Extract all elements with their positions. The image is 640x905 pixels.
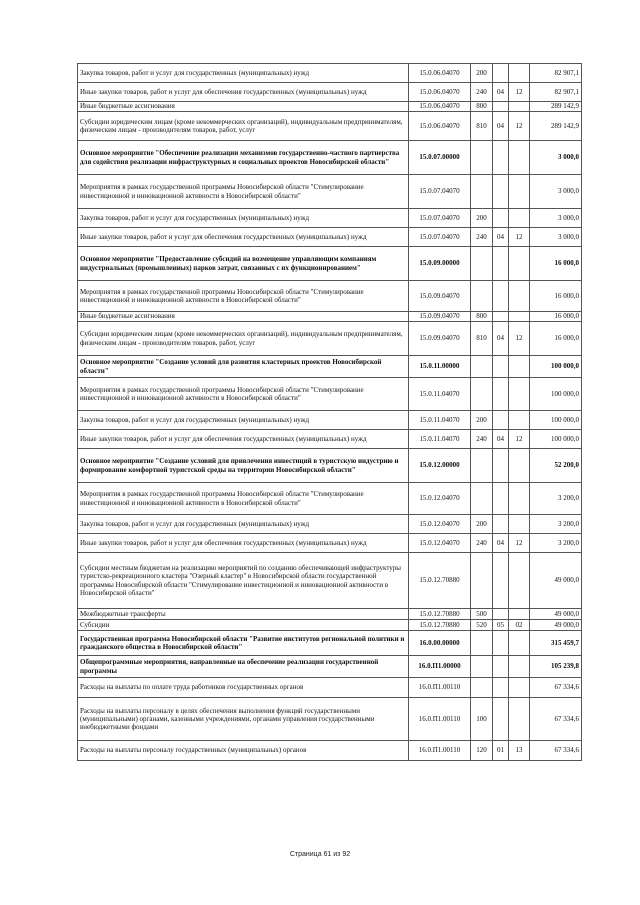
- table-row: [78, 553, 582, 609]
- cell-rz: [493, 378, 509, 411]
- cell-vr: [471, 631, 493, 656]
- cell-sum: 16 000,0: [530, 281, 582, 312]
- cell-pr: [509, 356, 530, 378]
- cell-sum: 289 142,9: [530, 112, 582, 141]
- cell-sum: 52 200,0: [530, 449, 582, 483]
- cell-pr: [509, 64, 530, 83]
- cell-code: 15.0.07.00000: [409, 141, 471, 175]
- page-footer: Страница 61 из 92: [289, 851, 351, 858]
- cell-pr: 12: [509, 430, 530, 449]
- cell-rz: [493, 698, 509, 741]
- cell-vr: 800: [471, 102, 493, 112]
- table-row: [78, 631, 582, 656]
- cell-name: Закупка товаров, работ и услуг для государственных (муниципальных) нужд: [78, 411, 409, 430]
- cell-sum: 82 907,1: [530, 64, 582, 83]
- cell-code: 15.0.09.04070: [409, 312, 471, 322]
- table-row: [78, 534, 582, 553]
- cell-pr: [509, 609, 530, 620]
- cell-code: 16.0.П1.00000: [409, 656, 471, 678]
- cell-sum: 100 000,0: [530, 378, 582, 411]
- cell-vr: 120: [471, 741, 493, 761]
- cell-pr: [509, 698, 530, 741]
- cell-name: Иные закупки товаров, работ и услуг для обеспечения государственных (муниципальных) нужд: [78, 430, 409, 449]
- cell-rz: [493, 656, 509, 678]
- cell-pr: [509, 631, 530, 656]
- table-row: [78, 112, 582, 141]
- cell-rz: 05: [493, 620, 509, 631]
- cell-rz: [493, 553, 509, 609]
- cell-sum: 3 000,0: [530, 209, 582, 228]
- cell-vr: [471, 281, 493, 312]
- cell-sum: 67 334,6: [530, 741, 582, 761]
- cell-sum: 100 000,0: [530, 430, 582, 449]
- cell-sum: 289 142,9: [530, 102, 582, 112]
- cell-rz: 04: [493, 322, 509, 356]
- cell-vr: 200: [471, 64, 493, 83]
- cell-sum: 16 000,0: [530, 247, 582, 281]
- cell-code: 15.0.07.04070: [409, 175, 471, 209]
- cell-pr: [509, 247, 530, 281]
- cell-pr: [509, 281, 530, 312]
- cell-pr: 12: [509, 228, 530, 247]
- table-row: [78, 656, 582, 678]
- cell-name: Закупка товаров, работ и услуг для государственных (муниципальных) нужд: [78, 209, 409, 228]
- cell-code: 16.0.П1.00110: [409, 678, 471, 698]
- cell-rz: [493, 449, 509, 483]
- cell-code: 15.0.12.70880: [409, 620, 471, 631]
- cell-code: 15.0.11.04070: [409, 430, 471, 449]
- cell-name: Государственная программа Новосибирской области "Развитие институтов региональной политики и гражданского общества в Новосибирской области": [78, 631, 409, 656]
- cell-code: 15.0.11.04070: [409, 378, 471, 411]
- cell-rz: [493, 64, 509, 83]
- table-row: [78, 312, 582, 322]
- table-row: [78, 102, 582, 112]
- cell-code: 15.0.07.04070: [409, 209, 471, 228]
- cell-rz: [493, 356, 509, 378]
- cell-vr: [471, 449, 493, 483]
- table-row: [78, 678, 582, 698]
- cell-name: Основное мероприятие "Предоставление субсидий на возмещение управляющим компаниям индустриальных (промышленных) парков затрат, связанных с их функционированием": [78, 247, 409, 281]
- cell-code: 15.0.12.70880: [409, 553, 471, 609]
- cell-sum: 315 459,7: [530, 631, 582, 656]
- table-row: [78, 378, 582, 411]
- cell-rz: 04: [493, 534, 509, 553]
- cell-name: Основное мероприятие "Создание условий для развития кластерных проектов Новосибирской области": [78, 356, 409, 378]
- cell-code: 15.0.12.00000: [409, 449, 471, 483]
- cell-name: Иные бюджетные ассигнования: [78, 102, 409, 112]
- cell-vr: 240: [471, 430, 493, 449]
- cell-code: 15.0.09.04070: [409, 322, 471, 356]
- cell-name: Иные бюджетные ассигнования: [78, 312, 409, 322]
- cell-pr: [509, 678, 530, 698]
- cell-name: Субсидии местным бюджетам на реализацию мероприятий по созданию обеспечивающей инфраструктуры туристско-рекреационного кластера "Озерный кластер" в Новосибирской области государственной программы Новосибирской области "Стимулирование инвестиционной и инновационной активности в Новосибирской области": [78, 553, 409, 609]
- cell-rz: 04: [493, 112, 509, 141]
- cell-code: 15.0.07.04070: [409, 228, 471, 247]
- cell-sum: 16 000,0: [530, 312, 582, 322]
- cell-rz: 01: [493, 741, 509, 761]
- cell-pr: [509, 209, 530, 228]
- cell-pr: [509, 656, 530, 678]
- cell-vr: [471, 656, 493, 678]
- cell-sum: 3 200,0: [530, 483, 582, 515]
- table-row: [78, 209, 582, 228]
- cell-vr: [471, 378, 493, 411]
- cell-code: 16.0.00.00000: [409, 631, 471, 656]
- table-row: [78, 247, 582, 281]
- cell-vr: [471, 483, 493, 515]
- table-row: [78, 698, 582, 741]
- cell-sum: 105 239,8: [530, 656, 582, 678]
- cell-name: Межбюджетные трансферты: [78, 609, 409, 620]
- cell-sum: 100 000,0: [530, 411, 582, 430]
- cell-name: Субсидии юридическим лицам (кроме некоммерческих организаций), индивидуальным предпринимателям, физическим лицам - производителям товаров, работ, услуг: [78, 112, 409, 141]
- budget-table-body: [78, 64, 582, 761]
- cell-rz: [493, 175, 509, 209]
- cell-code: 15.0.09.04070: [409, 281, 471, 312]
- cell-vr: 240: [471, 228, 493, 247]
- table-row: [78, 430, 582, 449]
- table-row: [78, 411, 582, 430]
- cell-rz: [493, 247, 509, 281]
- cell-pr: 12: [509, 112, 530, 141]
- cell-code: 15.0.06.04070: [409, 112, 471, 141]
- table-row: [78, 64, 582, 83]
- cell-rz: [493, 631, 509, 656]
- cell-code: 16.0.П1.00110: [409, 741, 471, 761]
- cell-code: 15.0.06.04070: [409, 102, 471, 112]
- cell-code: 15.0.09.00000: [409, 247, 471, 281]
- cell-pr: 13: [509, 741, 530, 761]
- cell-vr: [471, 247, 493, 281]
- cell-rz: [493, 678, 509, 698]
- cell-pr: [509, 411, 530, 430]
- cell-pr: 12: [509, 322, 530, 356]
- cell-code: 15.0.12.04070: [409, 534, 471, 553]
- cell-vr: [471, 141, 493, 175]
- cell-name: Субсидии юридическим лицам (кроме некоммерческих организаций), индивидуальным предпринимателям, физическим лицам - производителям товаров, работ, услуг: [78, 322, 409, 356]
- table-row: [78, 356, 582, 378]
- cell-code: 16.0.П1.00110: [409, 698, 471, 741]
- cell-sum: 49 000,0: [530, 609, 582, 620]
- cell-code: 15.0.12.70880: [409, 609, 471, 620]
- table-row: [78, 141, 582, 175]
- cell-name: Субсидии: [78, 620, 409, 631]
- cell-sum: 3 000,0: [530, 228, 582, 247]
- cell-name: Расходы на выплаты персоналу государственных (муниципальных) органов: [78, 741, 409, 761]
- cell-pr: [509, 378, 530, 411]
- cell-pr: [509, 515, 530, 534]
- table-row: [78, 609, 582, 620]
- cell-sum: 3 200,0: [530, 515, 582, 534]
- cell-code: 15.0.06.04070: [409, 83, 471, 102]
- cell-sum: 3 200,0: [530, 534, 582, 553]
- cell-rz: [493, 141, 509, 175]
- cell-pr: [509, 102, 530, 112]
- cell-code: 15.0.11.04070: [409, 411, 471, 430]
- cell-sum: 49 000,0: [530, 620, 582, 631]
- cell-name: Мероприятия в рамках государственной программы Новосибирской области "Стимулирование инвестиционной и инновационной активности в Новосибирской области": [78, 483, 409, 515]
- cell-name: Иные закупки товаров, работ и услуг для обеспечения государственных (муниципальных) нужд: [78, 228, 409, 247]
- cell-name: Мероприятия в рамках государственной программы Новосибирской области "Стимулирование инвестиционной и инновационной активности в Новосибирской области": [78, 378, 409, 411]
- cell-pr: [509, 483, 530, 515]
- table-row: [78, 175, 582, 209]
- cell-sum: 3 000,0: [530, 141, 582, 175]
- cell-rz: [493, 281, 509, 312]
- budget-table: [77, 63, 582, 761]
- cell-name: Мероприятия в рамках государственной программы Новосибирской области "Стимулирование инвестиционной и инновационной активности в Новосибирской области": [78, 175, 409, 209]
- cell-vr: 100: [471, 698, 493, 741]
- cell-pr: [509, 449, 530, 483]
- cell-pr: [509, 553, 530, 609]
- cell-code: 15.0.06.04070: [409, 64, 471, 83]
- cell-rz: 04: [493, 228, 509, 247]
- cell-vr: 520: [471, 620, 493, 631]
- cell-code: 15.0.12.04070: [409, 515, 471, 534]
- cell-name: Основное мероприятие "Обеспечение реализации механизмов государственно-частного партнерства для содействия реализации инфраструктурных и социальных проектов Новосибирской области": [78, 141, 409, 175]
- cell-sum: 82 907,1: [530, 83, 582, 102]
- cell-rz: [493, 411, 509, 430]
- cell-name: Мероприятия в рамках государственной программы Новосибирской области "Стимулирование инвестиционной и инновационной активности в Новосибирской области": [78, 281, 409, 312]
- cell-code: 15.0.11.00000: [409, 356, 471, 378]
- table-row: [78, 449, 582, 483]
- cell-vr: 810: [471, 112, 493, 141]
- table-row: [78, 228, 582, 247]
- cell-rz: [493, 209, 509, 228]
- cell-name: Основное мероприятие "Создание условий для привлечения инвестиций в туристскую индустрию и формирование комфортной туристской среды на территории Новосибирской области": [78, 449, 409, 483]
- table-row: [78, 483, 582, 515]
- cell-vr: [471, 175, 493, 209]
- cell-rz: 04: [493, 430, 509, 449]
- cell-rz: [493, 515, 509, 534]
- cell-pr: 12: [509, 534, 530, 553]
- cell-rz: [493, 609, 509, 620]
- table-row: [78, 281, 582, 312]
- cell-pr: [509, 141, 530, 175]
- table-row: [78, 620, 582, 631]
- cell-pr: 02: [509, 620, 530, 631]
- cell-rz: [493, 102, 509, 112]
- cell-sum: 67 334,6: [530, 698, 582, 741]
- table-row: [78, 83, 582, 102]
- cell-sum: 100 000,0: [530, 356, 582, 378]
- cell-name: Иные закупки товаров, работ и услуг для обеспечения государственных (муниципальных) нужд: [78, 534, 409, 553]
- cell-code: 15.0.12.04070: [409, 483, 471, 515]
- cell-pr: [509, 175, 530, 209]
- cell-vr: 800: [471, 312, 493, 322]
- cell-vr: 200: [471, 411, 493, 430]
- cell-name: Иные закупки товаров, работ и услуг для обеспечения государственных (муниципальных) нужд: [78, 83, 409, 102]
- cell-sum: 3 000,0: [530, 175, 582, 209]
- cell-rz: [493, 312, 509, 322]
- cell-rz: [493, 483, 509, 515]
- table-row: [78, 322, 582, 356]
- cell-vr: 200: [471, 515, 493, 534]
- cell-vr: [471, 553, 493, 609]
- cell-vr: 500: [471, 609, 493, 620]
- table-row: [78, 515, 582, 534]
- cell-vr: [471, 356, 493, 378]
- cell-pr: [509, 312, 530, 322]
- cell-sum: 67 334,6: [530, 678, 582, 698]
- cell-vr: 810: [471, 322, 493, 356]
- cell-name: Расходы на выплаты по оплате труда работников государственных органов: [78, 678, 409, 698]
- cell-sum: 16 000,0: [530, 322, 582, 356]
- cell-vr: [471, 678, 493, 698]
- cell-vr: 200: [471, 209, 493, 228]
- cell-vr: 240: [471, 83, 493, 102]
- cell-name: Закупка товаров, работ и услуг для государственных (муниципальных) нужд: [78, 515, 409, 534]
- cell-name: Закупка товаров, работ и услуг для государственных (муниципальных) нужд: [78, 64, 409, 83]
- cell-name: Расходы на выплаты персоналу в целях обеспечения выполнения функций государственными (муниципальными) органами, казенными учреждениями, органами управления государственными внебюджетными фондами: [78, 698, 409, 741]
- cell-rz: 04: [493, 83, 509, 102]
- cell-vr: 240: [471, 534, 493, 553]
- table-row: [78, 741, 582, 761]
- cell-sum: 49 000,0: [530, 553, 582, 609]
- cell-pr: 12: [509, 83, 530, 102]
- cell-name: Общепрограммные мероприятия, направленные на обеспечение реализации государственной программы: [78, 656, 409, 678]
